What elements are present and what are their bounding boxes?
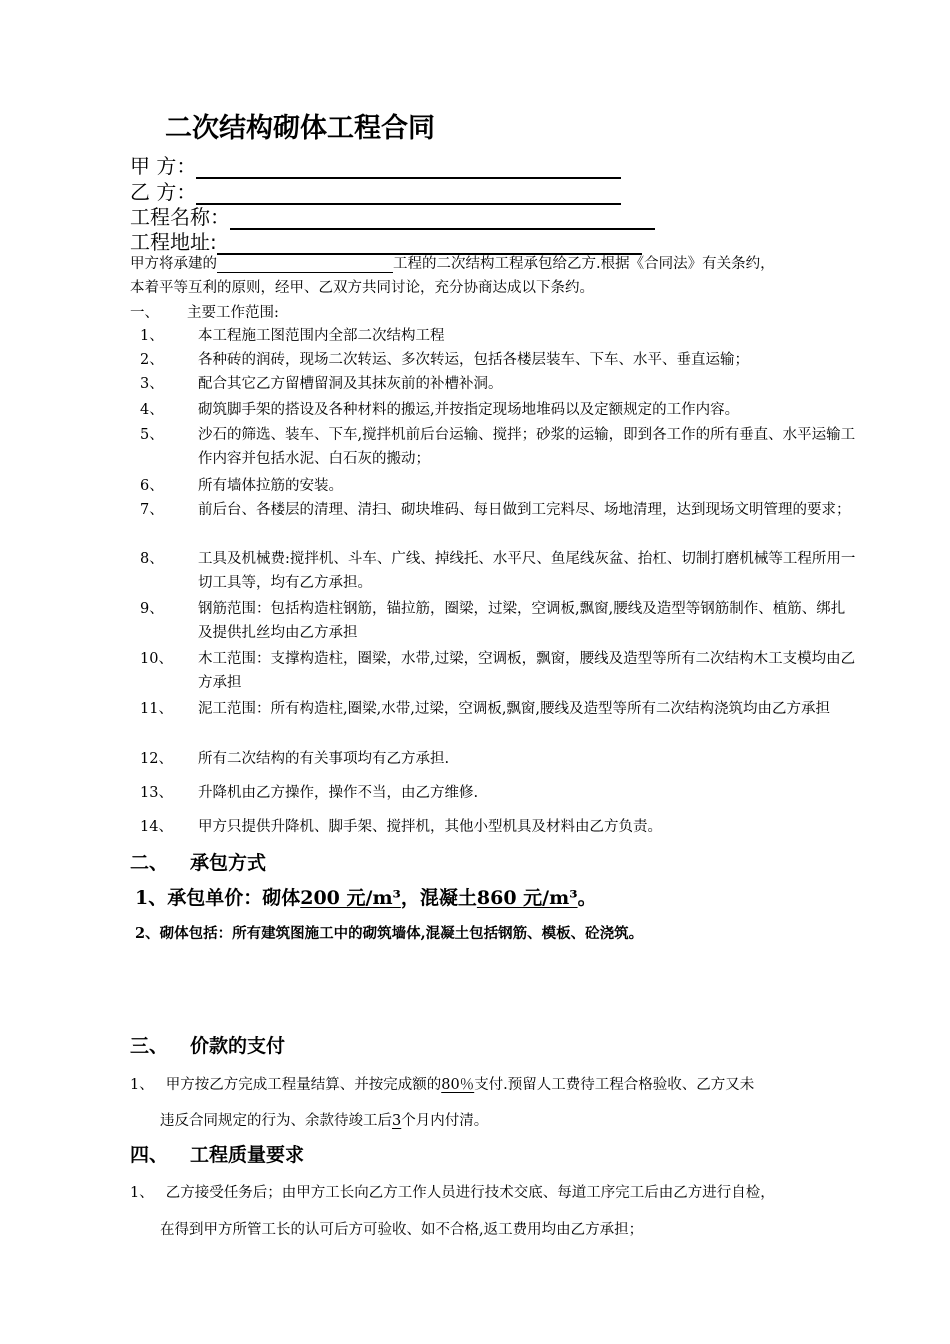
item-num: 9、: [140, 601, 164, 617]
list-item: [140, 474, 860, 498]
payment-text-c: 违反合同规定的行为、余款待竣工后: [160, 1113, 392, 1129]
payment-line-1: [130, 1073, 754, 1094]
section-1-num: 一、: [130, 305, 159, 321]
item-num: 3、: [140, 376, 164, 392]
item-text: 本工程施工图范围内全部二次结构工程: [198, 328, 445, 344]
item-text: 木工范围：支撑构造柱，圈梁，水带,过梁，空调板，飘窗，腰线及造型等所有二次结构木工支模均由乙方承担: [198, 651, 856, 691]
item-text: 配合其它乙方留槽留洞及其抹灰前的补槽补洞。: [198, 376, 503, 392]
concrete-price: 860 元/m³: [476, 887, 578, 909]
item-text: 沙石的筛选、装车、下车,搅拌机前后台运输、搅拌；砂浆的运输，即到各工作的所有垂直、水平运输工作内容并包括水泥、白石灰的搬动；: [198, 427, 856, 467]
payment-line-2: [160, 1109, 488, 1130]
item-num: 14、: [140, 819, 173, 835]
item-num: 6、: [140, 478, 164, 494]
item-num: 12、: [140, 751, 173, 767]
list-item: [140, 547, 860, 595]
intro-line-2: 本着平等互利的原则，经甲、乙双方共同讨论，充分协商达成以下条约。: [130, 280, 594, 296]
item-num: 2、: [140, 352, 164, 368]
item-num: 10、: [140, 651, 173, 667]
intro-project-blank[interactable]: [217, 258, 393, 273]
payment-item-num: 1、: [130, 1077, 154, 1093]
quality-item-num: 1、: [130, 1185, 154, 1201]
payment-text-b: 支付.预留人工费待工程合格验收、乙方又未: [474, 1077, 755, 1093]
unit-price-label: 1、承包单价：砌体: [135, 887, 301, 909]
quality-line-1: [130, 1181, 775, 1202]
intro-suffix: 工程的二次结构工程承包给乙方.根据《合同法》有关条约，: [393, 256, 775, 272]
item-num: 13、: [140, 785, 173, 801]
section-4-title: 工程质量要求: [190, 1144, 305, 1166]
section-2-heading: [130, 848, 266, 875]
payment-text-d: 个月内付清。: [401, 1113, 489, 1129]
list-item: [140, 697, 860, 745]
section-4-heading: [130, 1140, 304, 1167]
section-3-heading: [130, 1031, 285, 1058]
item-text: 所有二次结构的有关事项均有乙方承担.: [198, 751, 450, 767]
unit-price-line: [135, 883, 597, 910]
item-text: 工具及机械费:搅拌机、斗车、广线、掉线托、水平尺、鱼尾线灰盆、抬杠、切制打磨机械等工程所用一切工具等，均有乙方承担。: [198, 551, 856, 591]
list-item: [140, 747, 860, 771]
project-address-row: [130, 226, 642, 255]
list-item: [140, 815, 860, 839]
party-a-label: 甲 方：: [130, 154, 197, 178]
project-name-label: 工程名称：: [130, 205, 230, 229]
unit-price-mid: ，混凝土: [400, 887, 477, 909]
payment-months: 3: [392, 1113, 402, 1129]
quality-text-1: 乙方接受任务后；由甲方工长向乙方工作人员进行技术交底、每道工序完工后由乙方进行自检，: [165, 1185, 775, 1201]
section-2-num: 二、: [130, 852, 169, 874]
section-3-num: 三、: [130, 1035, 169, 1057]
unit-price-end: 。: [577, 887, 597, 909]
page-title: 二次结构砌体工程合同: [165, 113, 435, 144]
item-text: 钢筋范围：包括构造柱钢筋，锚拉筋，圈梁，过梁，空调板,飘窗,腰线及造型等钢筋制作、植筋、绑扎及提供扎丝均由乙方承担: [198, 601, 846, 641]
masonry-scope: 2、砌体包括：所有建筑图施工中的砌筑墙体,混凝土包括钢筋、模板、砼浇筑。: [135, 925, 644, 942]
intro-prefix: 甲方将承建的: [130, 256, 217, 272]
item-text: 砌筑脚手架的搭设及各种材料的搬运,并按指定现场地堆码以及定额规定的工作内容。: [198, 402, 740, 418]
item-text: 前后台、各楼层的清理、清扫、砌块堆码、每日做到工完料尽、场地清理，达到现场文明管理的要求；: [198, 502, 851, 518]
item-text: 泥工范围：所有构造柱,圈梁,水带,过梁，空调板,飘窗,腰线及造型等所有二次结构浇筑均由乙方承担: [198, 701, 831, 717]
list-item: [140, 372, 860, 396]
item-text: 甲方只提供升降机、脚手架、搅拌机，其他小型机具及材料由乙方负责。: [198, 819, 662, 835]
section-2-title: 承包方式: [190, 852, 267, 874]
item-num: 5、: [140, 427, 164, 443]
list-item: [140, 498, 860, 546]
list-item: [140, 647, 860, 695]
intro-line-1: [130, 252, 775, 273]
list-item: [140, 398, 860, 422]
section-4-num: 四、: [130, 1144, 169, 1166]
item-num: 1、: [140, 328, 164, 344]
quality-line-2: 在得到甲方所管工长的认可后方可验收、如不合格,返工费用均由乙方承担；: [160, 1222, 644, 1238]
item-text: 各种砖的润砖，现场二次转运、多次转运，包括各楼层装车、下车、水平、垂直运输；: [198, 352, 749, 368]
item-text: 升降机由乙方操作，操作不当，由乙方维修.: [198, 785, 479, 801]
payment-text-a: 甲方按乙方完成工程量结算、并按完成额的: [165, 1077, 442, 1093]
list-item: [140, 348, 860, 372]
party-a-row: [130, 150, 621, 179]
project-address-label: 工程地址:: [130, 230, 217, 254]
section-3-title: 价款的支付: [190, 1035, 286, 1057]
masonry-price: 200 元/m³: [300, 887, 401, 909]
item-num: 8、: [140, 551, 164, 567]
list-item: [140, 597, 860, 645]
payment-percent: 80％: [441, 1077, 475, 1093]
party-b-label: 乙 方：: [130, 180, 197, 204]
list-item: [140, 781, 860, 805]
item-num: 7、: [140, 502, 164, 518]
section-1-title: 主要工作范围:: [187, 305, 279, 321]
item-text: 所有墙体拉筋的安装。: [198, 478, 343, 494]
item-num: 4、: [140, 402, 164, 418]
section-1-heading: [130, 301, 279, 322]
list-item: [140, 324, 860, 348]
item-num: 11、: [140, 701, 173, 717]
list-item: [140, 423, 860, 471]
